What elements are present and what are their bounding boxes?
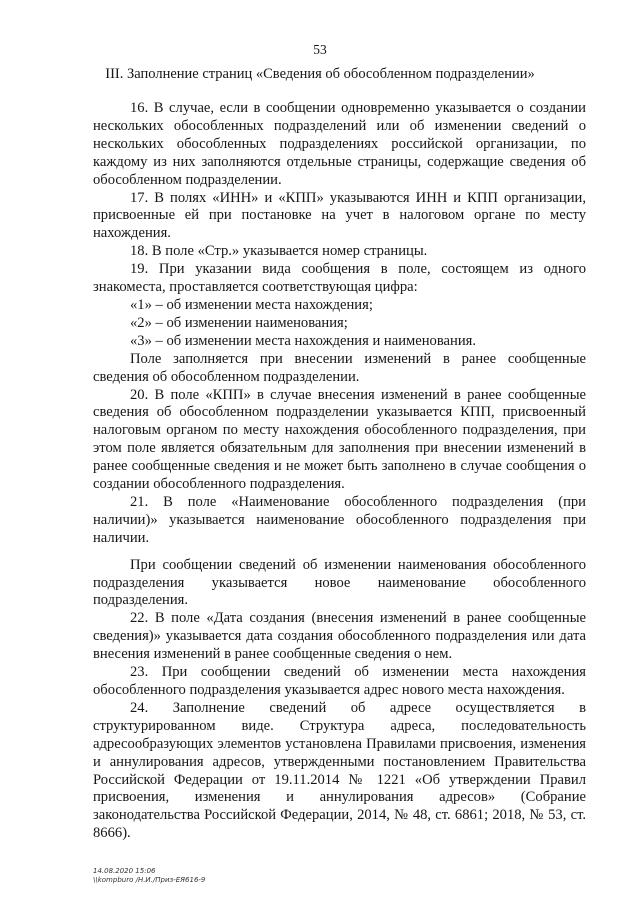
paragraph-16: 16. В случае, если в сообщении одновременно указывается о создании нескольких обособленных подразделений или об изменении сведений о нескольких обособленных подразделениях российской организации, по каждому из них заполняются отдельные страницы, содержащие сведения об обособленном подразделении. <box>93 100 586 188</box>
paragraph-17: 17. В полях «ИНН» и «КПП» указываются ИНН и КПП организации, присвоенные ей при постановке на учет в налоговом органе по месту нахождения. <box>93 189 586 242</box>
document-body <box>93 100 586 843</box>
paragraph-23: 23. При сообщении сведений об изменении места нахождения обособленного подразделения указывается адрес нового места нахождения. <box>93 664 586 698</box>
footer-timestamp: 14.08.2020 15:06 <box>93 867 156 875</box>
section-title: III. Заполнение страниц «Сведения об обособленном подразделении» <box>105 66 535 82</box>
paragraph-22: 22. В поле «Дата создания (внесения изменений в ранее сообщенные сведения)» указывается дата создания обособленного подразделения или дата внесения изменений в ранее сообщенные сведения о нем. <box>93 610 586 663</box>
paragraph-21: 21. В поле «Наименование обособленного подразделения (при наличии)» указывается наименование обособленного подразделения при наличии. <box>93 493 586 546</box>
list-item-2: «2» – об изменении наименования; <box>130 314 348 331</box>
page-number: 53 <box>313 42 327 57</box>
list-item-1: «1» – об изменении места нахождения; <box>130 296 373 313</box>
paragraph-21-note: При сообщении сведений об изменении наименования обособленного подразделения указывается новое наименование обособленного подразделения. <box>93 556 586 609</box>
paragraph-18: 18. В поле «Стр.» указывается номер страницы. <box>130 243 428 260</box>
footer-stamp <box>93 867 205 885</box>
paragraph-24: 24. Заполнение сведений об адресе осуществляется в структурированном виде. Структура адреса, последовательность адресообразующих элементов установлена Правилами присвоения, изменения и аннулирования адресов, утвержденными постановлением Правительства Российской Федерации от 19.11.2014 № 1221 «Об утверждении Правил присвоения, изменения и аннулирования адресов» (Собрание законодательства Российской Федерации, 2014, № 48, ст. 6861; 2018, № 53, ст. 8666). <box>93 699 586 842</box>
paragraph-20: 20. В поле «КПП» в случае внесения изменений в ранее сообщенные сведения об обособленном подразделении указывается КПП, присвоенный налоговым органом по месту нахождения обособленного подразделения, при этом поле является обязательным для заполнения при внесении изменений в ранее сообщенные сведения и не может быть заполнено в случае сообщения о создании обособленного подразделения. <box>93 386 586 493</box>
list-item-3: «3» – об изменении места нахождения и наименования. <box>130 332 476 349</box>
footer-path: \\kompburo /Н.И./Приз-ЕЯ616-9 <box>93 876 206 884</box>
paragraph-19: 19. При указании вида сообщения в поле, состоящем из одного знакоместа, проставляется соответствующая цифра: <box>93 261 586 296</box>
paragraph-19-note: Поле заполняется при внесении изменений в ранее сообщенные сведения об обособленном подразделении. <box>93 350 586 385</box>
